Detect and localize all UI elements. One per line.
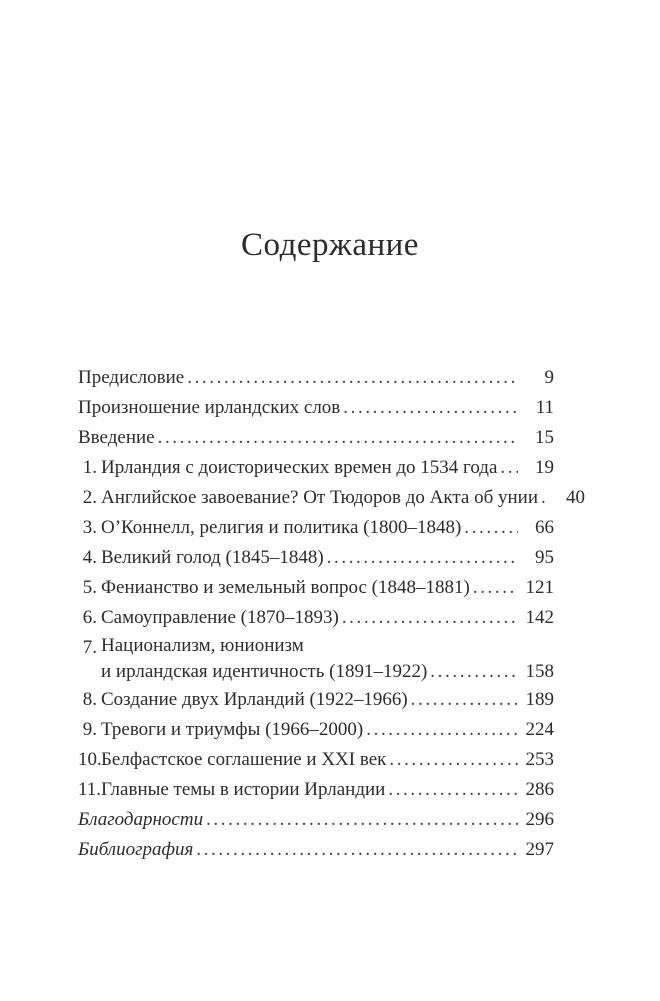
toc-entry-bibliography	[78, 835, 554, 865]
toc-entry-number: 7.	[82, 637, 97, 658]
toc-entry-introduction	[78, 423, 554, 453]
toc-entry-page: 11	[535, 397, 554, 418]
dot-leader	[464, 513, 518, 543]
toc-entry-page: 66	[535, 517, 554, 538]
toc-entry-page: 121	[525, 577, 554, 598]
toc-entry-page: 286	[525, 779, 554, 800]
dot-leader	[343, 393, 518, 423]
toc-entry-label-line2: и ирландская идентичность (1891–1922)	[101, 661, 428, 682]
toc-entry-label: Белфастское соглашение и XXI век	[101, 749, 387, 770]
toc-entry-page: 297	[525, 839, 554, 860]
dot-leader	[206, 805, 518, 835]
toc-entry-page: 189	[525, 689, 554, 710]
dot-leader	[196, 835, 518, 865]
dot-leader	[388, 775, 518, 805]
toc-entry-chapter-3	[78, 513, 554, 543]
toc-entry-number: 9.	[82, 719, 97, 740]
toc-entry-label: Тревоги и триумфы (1966–2000)	[101, 719, 364, 740]
dot-leader	[342, 603, 518, 633]
toc-entry-number: 10.	[78, 749, 102, 770]
toc-entry-page: 95	[535, 547, 554, 568]
toc-entry-label: Ирландия с доисторических времен до 1534 года	[101, 457, 498, 478]
toc-entry-label: Самоуправление (1870–1893)	[101, 607, 339, 628]
toc-entry-chapter-6	[78, 603, 554, 633]
toc-entry-label: О’Коннелл, религия и политика (1800–1848)	[101, 517, 462, 538]
toc-entry-number: 8.	[82, 689, 97, 710]
toc-entry-label: Великий голод (1845–1848)	[101, 547, 324, 568]
toc-entry-acknowledgements	[78, 805, 554, 835]
toc-entry-page: 224	[525, 719, 554, 740]
toc-entry-number: 1.	[82, 457, 97, 478]
toc-entry-label: Создание двух Ирландий (1922–1966)	[101, 689, 408, 710]
toc-entry-chapter-1	[78, 453, 554, 483]
toc-entry-page: 9	[544, 367, 554, 388]
toc-entry-page: 158	[525, 661, 554, 682]
toc-entry-label: Благодарности	[78, 809, 204, 830]
toc-entry-page: 253	[525, 749, 554, 770]
toc-entry-label: Главные темы в истории Ирландии	[101, 779, 386, 800]
toc-entry-chapter-2	[78, 483, 586, 513]
toc-entry-chapter-7	[78, 633, 554, 685]
toc-entry-label-line2-row	[101, 659, 554, 685]
toc-entry-pronunciation	[78, 393, 554, 423]
toc-entry-chapter-5	[78, 573, 554, 603]
toc-entry-page: 40	[566, 487, 586, 508]
toc-entry-page: 19	[535, 457, 554, 478]
toc-entry-label: Произношение ирландских слов	[78, 397, 341, 418]
toc-entry-chapter-9	[78, 715, 554, 745]
dot-leader	[500, 453, 518, 483]
toc-entry-number: 5.	[82, 577, 97, 598]
toc-entry-label: Введение	[78, 427, 155, 448]
toc-entry-chapter-8	[78, 685, 554, 715]
toc-entry-number: 6.	[82, 607, 97, 628]
toc-entry-label: Английское завоевание? От Тюдоров до Акта об унии	[101, 487, 539, 508]
toc-entry-page: 142	[525, 607, 554, 628]
table-of-contents	[0, 363, 660, 865]
toc-entry-label: Предисловие	[78, 367, 185, 388]
toc-entry-label: Библиография	[78, 839, 194, 860]
page-title: Содержание	[241, 227, 419, 263]
toc-entry-label-line1: Национализм, юнионизм	[101, 635, 304, 656]
toc-entry-label: Фенианство и земельный вопрос (1848–1881)	[101, 577, 470, 598]
toc-entry-number: 11.	[78, 779, 102, 800]
toc-entry-chapter-4	[78, 543, 554, 573]
dot-leader	[473, 573, 518, 603]
dot-leader	[327, 543, 518, 573]
dot-leader	[158, 423, 518, 453]
dot-leader	[430, 659, 518, 685]
dot-leader	[366, 715, 518, 745]
toc-entry-number: 3.	[82, 517, 97, 538]
toc-entry-number: 2.	[82, 487, 97, 508]
toc-entry-chapter-10	[78, 745, 554, 775]
dot-leader	[389, 745, 518, 775]
dot-leader	[541, 483, 549, 513]
toc-entry-number: 4.	[82, 547, 97, 568]
toc-entry-preface	[78, 363, 554, 393]
toc-entry-page: 15	[535, 427, 554, 448]
toc-entry-multiline-content	[101, 633, 554, 685]
dot-leader	[187, 363, 518, 393]
dot-leader	[411, 685, 518, 715]
toc-entry-page: 296	[525, 809, 554, 830]
toc-entry-chapter-11	[78, 775, 554, 805]
